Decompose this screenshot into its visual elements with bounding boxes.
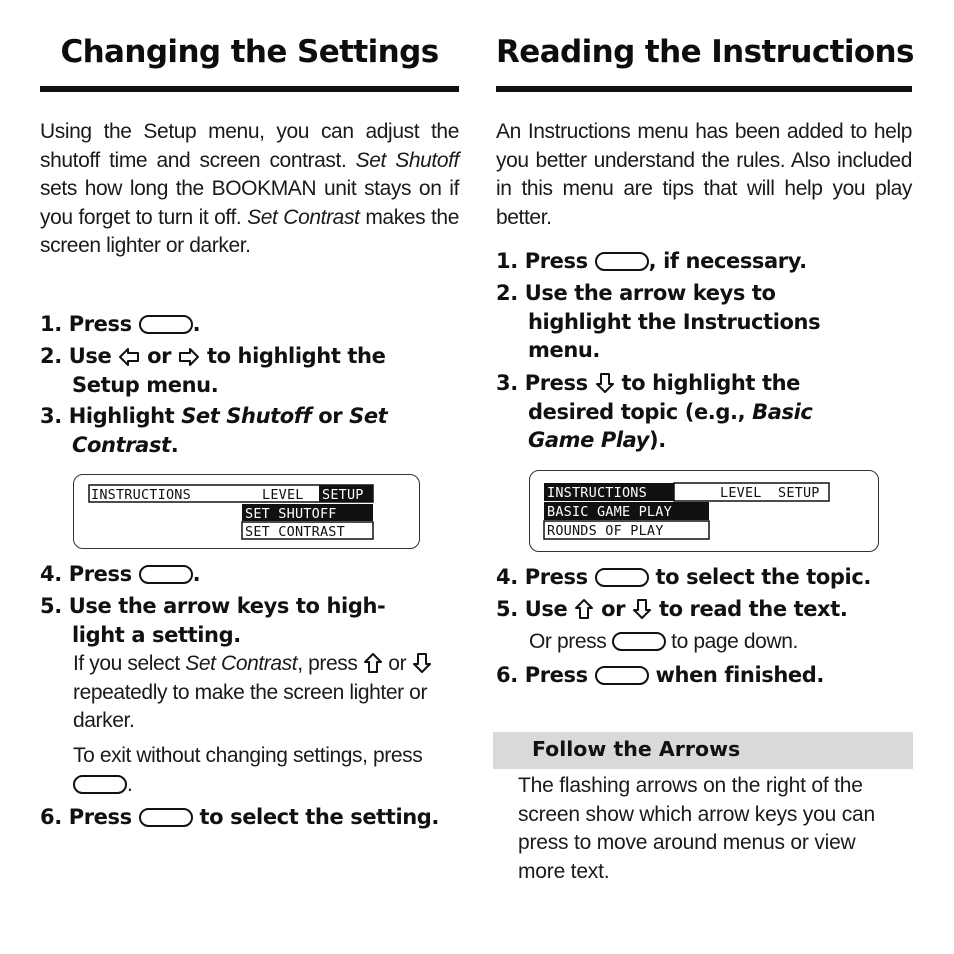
down-arrow-icon [595, 372, 615, 394]
left-intro: Using the Setup menu, you can adjust the shutoff time and screen contrast. Set Shutoff sets how long the BOOKMAN unit stays on if you forget to turn it off. Set Contrast makes the screen lighter or darker. [40, 120, 459, 257]
key-button-icon [595, 252, 649, 271]
left-heading-rule [40, 86, 459, 92]
instructions-screen-display [530, 471, 878, 551]
screen-item-set-contrast: SET CONTRAST [245, 524, 345, 540]
key-button-icon [139, 565, 193, 584]
up-arrow-icon [363, 652, 383, 674]
left-step-4: 4. Press . [40, 562, 201, 586]
key-button-icon [595, 568, 649, 587]
screen-item-setup: SETUP [778, 485, 820, 501]
instructions-screen [529, 470, 879, 552]
tip-header-bar [493, 732, 913, 769]
setup-screen-display [74, 475, 419, 548]
right-step-1: 1. Press , if necessary. [496, 249, 807, 273]
tip-title: Follow the Arrows [532, 737, 741, 761]
right-step-2: 2. Use the arrow keys to highlight the Instructions menu. [496, 281, 821, 362]
right-heading-rule [496, 86, 912, 92]
right-step-6: 6. Press when finished. [496, 663, 824, 687]
right-step-3: 3. Press to highlight the desired topic (e.g., Basic Game Play). [496, 371, 813, 452]
left-step-6: 6. Press to select the setting. [40, 805, 439, 829]
key-button-icon [595, 666, 649, 685]
right-step-5: 5. Use or to read the text. [496, 597, 848, 621]
left-step-1: 1. Press . [40, 312, 201, 336]
left-step-5-note-2: To exit without changing settings, press . [73, 744, 423, 796]
key-button-icon [612, 632, 666, 651]
right-arrow-icon [178, 347, 200, 367]
down-arrow-icon [632, 598, 652, 620]
left-step-2: 2. Use or to highlight the Setup menu. [40, 344, 386, 397]
down-arrow-icon [412, 652, 432, 674]
screen-item-instructions-hl: INSTRUCTIONS [547, 485, 647, 501]
screen-item-level: LEVEL [262, 487, 304, 503]
setup-screen [73, 474, 420, 549]
left-step-5-note-1: If you select Set Contrast, press or repeatedly to make the screen lighter or darker. [73, 650, 463, 736]
left-step-5: 5. Use the arrow keys to high-light a setting. [40, 594, 386, 647]
tip-text: The flashing arrows on the right of the screen show which arrow keys you can press to move around menus or view more text. [518, 774, 875, 883]
key-button-icon [139, 315, 193, 334]
screen-item-instructions: INSTRUCTIONS [91, 487, 191, 503]
key-button-icon [139, 808, 193, 827]
screen-item-basic-game-play: BASIC GAME PLAY [547, 504, 672, 520]
key-button-icon [73, 775, 127, 794]
left-arrow-icon [118, 347, 140, 367]
right-step-4: 4. Press to select the topic. [496, 565, 871, 589]
left-step-3: 3. Highlight Set Shutoff or Set Contrast. [40, 404, 388, 457]
right-step-5-note: Or press to page down. [529, 630, 798, 653]
right-intro: An Instructions menu has been added to help you better understand the rules. Also included in this menu are tips that will help you play better. [496, 120, 912, 229]
up-arrow-icon [574, 598, 594, 620]
right-heading: Reading the Instructions [496, 34, 914, 70]
screen-item-level: LEVEL [720, 485, 762, 501]
screen-item-rounds-of-play: ROUNDS OF PLAY [547, 523, 664, 539]
screen-item-setup: SETUP [322, 487, 364, 503]
left-heading: Changing the Settings [60, 34, 439, 70]
screen-item-set-shutoff: SET SHUTOFF [245, 506, 337, 522]
